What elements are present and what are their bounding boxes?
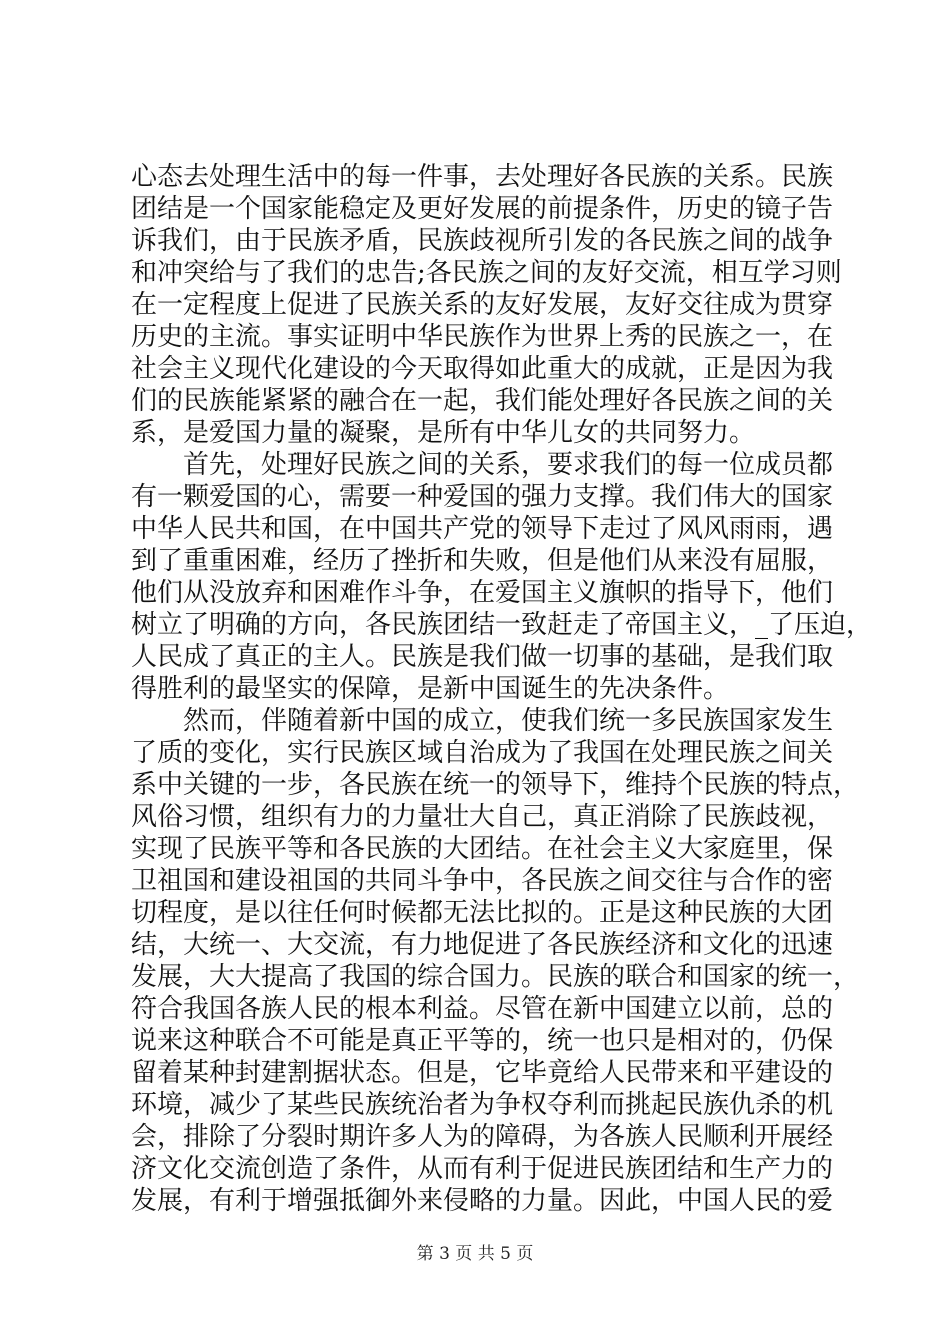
text-line: 切程度，是以往任何时候都无法比拟的。正是这种民族的大团	[131, 898, 834, 928]
paragraph-end-line: 得胜利的最坚实的保障，是新中国诞生的先决条件。	[131, 674, 730, 704]
text-line: 社会主义现代化建设的今天取得如此重大的成就，正是因为我	[131, 354, 834, 384]
text-line: 团结是一个国家能稳定及更好发展的前提条件，历史的镜子告	[131, 194, 834, 224]
text-line: 了质的变化，实行民族区域自治成为了我国在处理民族之间关	[131, 738, 834, 768]
text-line: 环境，减少了某些民族统治者为争权夺利而挑起民族仇杀的机	[131, 1090, 834, 1120]
text-line: 首先，处理好民族之间的关系，要求我们的每一位成员都	[131, 450, 834, 480]
text-line: 在一定程度上促进了民族关系的友好发展，友好交往成为贯穿	[131, 290, 834, 320]
page-number: 第 3 页 共 5 页	[416, 1244, 534, 1264]
text-line: 和冲突给与了我们的忠告;各民族之间的友好交流，相互学习则	[131, 258, 842, 288]
body-text	[131, 161, 873, 1217]
text-line: 留着某种封建割据状态。但是，它毕竟给人民带来和平建设的	[131, 1058, 834, 1088]
text-line: 实现了民族平等和各民族的大团结。在社会主义大家庭里，保	[131, 834, 834, 864]
text-line: 结，大统一、大交流，有力地促进了各民族经济和文化的迅速	[131, 930, 834, 960]
text-line: 心态去处理生活中的每一件事，去处理好各民族的关系。民族	[131, 162, 834, 192]
text-line: 风俗习惯，组织有力的力量壮大自己，真正消除了民族歧视，	[131, 802, 834, 832]
text-line: 人民成了真正的主人。民族是我们做一切事的基础，是我们取	[131, 642, 834, 672]
text-line: 诉我们，由于民族矛盾，民族歧视所引发的各民族之间的战争	[131, 226, 834, 256]
text-line: 济文化交流创造了条件，从而有利于促进民族团结和生产力的	[131, 1154, 834, 1184]
page-footer	[0, 1242, 950, 1266]
text-line: 说来这种联合不可能是真正平等的，统一也只是相对的，仍保	[131, 1026, 834, 1056]
text-line: 系中关键的一步，各民族在统一的领导下，维持个民族的特点，	[131, 770, 860, 800]
text-line: 历史的主流。事实证明中华民族作为世界上秀的民族之一，在	[131, 322, 834, 352]
text-line: 会，排除了分裂时期许多人为的障碍，为各族人民顺利开展经	[131, 1122, 834, 1152]
text-line: 发展，大大提高了我国的综合国力。民族的联合和国家的统一，	[131, 962, 860, 992]
text-line: 他们从没放弃和困难作斗争，在爱国主义旗帜的指导下，他们	[131, 578, 834, 608]
text-line: 树立了明确的方向，各民族团结一致赶走了帝国主义，_了压迫，	[131, 610, 873, 640]
text-line: 中华人民共和国，在中国共产党的领导下走过了风风雨雨，遇	[131, 514, 834, 544]
text-line: 然而，伴随着新中国的成立，使我们统一多民族国家发生	[131, 706, 834, 736]
text-line: 符合我国各族人民的根本利益。尽管在新中国建立以前，总的	[131, 994, 834, 1024]
text-line: 有一颗爱国的心，需要一种爱国的强力支撑。我们伟大的国家	[131, 482, 834, 512]
text-line: 到了重重困难，经历了挫折和失败，但是他们从来没有屈服，	[131, 546, 834, 576]
paragraph-end-line: 系，是爱国力量的凝聚，是所有中华儿女的共同努力。	[131, 418, 756, 448]
text-line: 发展，有利于增强抵御外来侵略的力量。因此，中国人民的爱	[131, 1186, 834, 1216]
text-line: 们的民族能紧紧的融合在一起，我们能处理好各民族之间的关	[131, 386, 834, 416]
text-line: 卫祖国和建设祖国的共同斗争中，各民族之间交往与合作的密	[131, 866, 834, 896]
